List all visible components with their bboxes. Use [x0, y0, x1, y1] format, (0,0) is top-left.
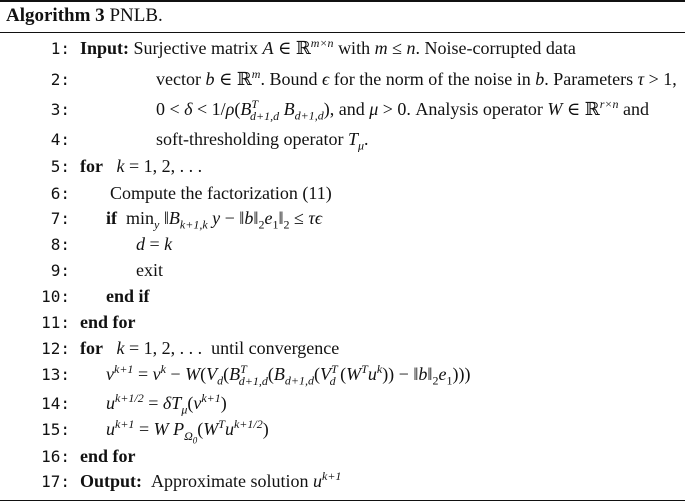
line-content: if $\min_y$ $‖B_{k+1,k}$ $y - ‖b‖_2e_1‖_2 \le \tau\epsilon$: [106, 208, 323, 232]
line-text: $u^{k+1} = W$ $P_{\Omega_0}(W^Tu^{k+1/2})$: [106, 417, 269, 445]
line-number: 5:: [50, 157, 70, 176]
line-number: 1:: [50, 39, 70, 58]
line-number: 2:: [50, 70, 70, 89]
line-content: for k = 1, 2, . . .: [80, 156, 203, 176]
line-text: soft-thresholding operator $T_\mu$.: [156, 129, 369, 153]
line-text: exit: [136, 260, 163, 280]
line-text: $0 < \delta < 1/\rho(B^T_{d+1,d}$ $B_{d+1,d}$), and μ > 0. Analysis operator W ∈ ℝ$^{r\times n}$ and: [156, 97, 649, 123]
keyword: if: [106, 208, 117, 228]
line-number: 14:: [41, 394, 70, 413]
keyword: Output:: [80, 471, 143, 491]
line-number: 16:: [41, 447, 70, 466]
algorithm-name: PNLB.: [109, 5, 163, 26]
line-number: 11:: [41, 313, 70, 332]
keyword: Input:: [80, 38, 130, 58]
algorithm-label: Algorithm 3: [6, 5, 105, 26]
line-number: 3:: [50, 100, 70, 119]
line-content: Output: Approximate solution $u^{k+1}$: [80, 469, 342, 491]
line-content: for k = 1, 2, . . . until convergence: [80, 338, 340, 358]
title-rule: [0, 32, 685, 33]
line-number: 6:: [50, 184, 70, 203]
keyword: end if: [106, 286, 150, 306]
line-text: vector b ∈ ℝ$^m$. Bound ϵ for the norm of the noise in b. Parameters τ > 1,: [156, 67, 677, 90]
line-number: 15:: [41, 420, 70, 439]
algorithm-title: [6, 4, 163, 28]
keyword: for: [80, 338, 103, 358]
line-number: 8:: [50, 235, 70, 254]
line-text: $u^{k+1/2} = \delta T_\mu(v^{k+1})$: [106, 391, 227, 417]
keyword: end for: [80, 446, 136, 466]
line-number: 13:: [41, 365, 70, 384]
line-number: 10:: [41, 287, 70, 306]
top-rule: [0, 0, 685, 2]
line-number: 9:: [50, 261, 70, 280]
line-number: 7:: [50, 209, 70, 228]
line-number: 12:: [41, 339, 70, 358]
line-text: Compute the factorization (11): [110, 183, 332, 203]
line-text: $v^{k+1} = v^k - W(V_d(B^T_{d+1,d}(B_{d+1,d}(V^T_d$ $(W^Tu^k)$) − $‖b‖_2e_1$))): [106, 362, 471, 388]
keyword: end for: [80, 312, 136, 332]
line-number: 4:: [50, 130, 70, 149]
bottom-rule: [0, 500, 685, 501]
line-text: Surjective matrix A ∈ ℝ$^{m\times n}$ with m ≤ n. Noise-corrupted data: [133, 36, 576, 59]
line-content: [80, 35, 576, 62]
line-text: d = k: [136, 234, 173, 254]
keyword: for: [80, 156, 103, 176]
line-number: 17:: [41, 472, 70, 491]
